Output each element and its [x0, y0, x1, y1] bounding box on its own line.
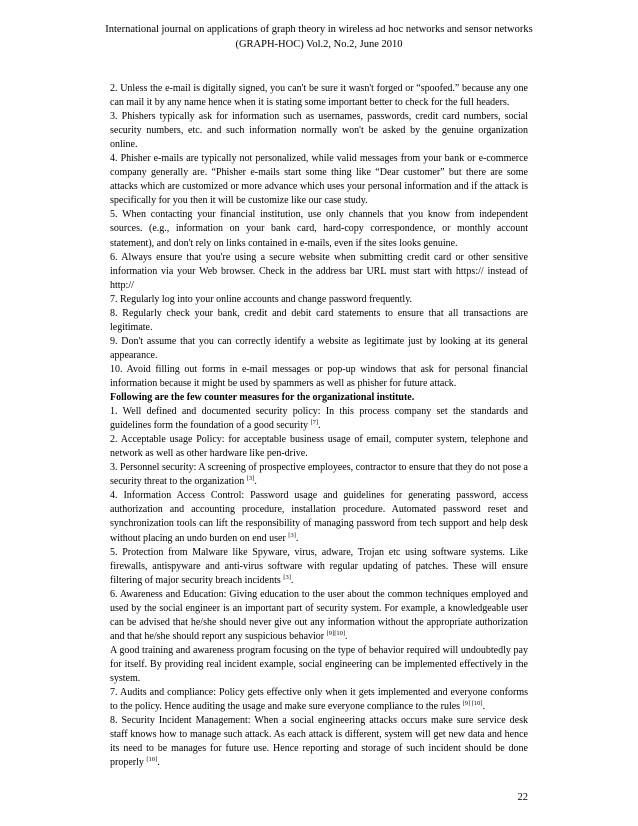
body-paragraph — [110, 208, 528, 250]
running-header — [60, 22, 578, 52]
citation-ref: [10] — [146, 756, 158, 764]
paragraph-text: 4. Information Access Control: Password usage and guidelines for generating password, access authorization and accounting procedure, installation procedure. Automated password reset and synchronization tools can lift the responsibility of managing password from tech support and help desk without placing an undo burden on end user — [110, 490, 528, 544]
page-number: 22 — [517, 792, 528, 803]
paragraph-text: Following are the few counter measures for the organizational institute. — [110, 392, 415, 404]
paragraph-text: 6. Awareness and Education: Giving education to the user about the common techniques employed and used by the social engineer is an important part of security system. For example, a knowledgeable user can be advised that he/she should never give out any information without the appropriate authorization and that he/she should report any suspicious behavior — [110, 588, 528, 642]
journal-volume: (GRAPH-HOC) Vol.2, No.2, June 2010 — [235, 39, 403, 50]
body-paragraph — [110, 405, 528, 433]
paragraph-trailing: . — [254, 476, 257, 488]
body-paragraph — [110, 644, 528, 686]
body-paragraph — [110, 251, 528, 293]
citation-ref: [3] — [246, 475, 255, 483]
paragraph-text: 9. Don't assume that you can correctly identify a website as legitimate just by looking at its general appearance. — [110, 335, 528, 361]
citation-ref: [3] — [288, 531, 296, 539]
page-body — [110, 82, 528, 770]
paragraph-trailing: . — [290, 574, 294, 586]
paragraph-text: 8. Regularly check your bank, credit and debit card statements to ensure that all transactions are legitimate. — [110, 307, 528, 333]
body-paragraph — [110, 714, 528, 770]
journal-title: International journal on applications of graph theory in wireless ad hoc networks and sensor networks — [105, 24, 533, 35]
body-paragraph — [110, 335, 528, 363]
body-paragraph — [110, 307, 528, 335]
body-paragraph — [110, 489, 528, 545]
paragraph-text: 5. Protection from Malware like Spyware, virus, adware, Trojan etc using software systems. Like firewalls, antispyware and anti-virus software with regular updating of patches. These will ensure filtering of major security breach incidents — [110, 546, 528, 586]
paragraph-text: 8. Security Incident Management: When a social engineering attacks occurs make sure service desk staff knows how to manage such attack. As each attack is different, system will get new data and hence its need to be manages for future use. Hence reporting and storage of such incident should be done properly — [110, 715, 528, 769]
paragraph-text: 2. Unless the e-mail is digitally signed, you can't be sure it wasn't forged or “spoofed.” because any one can mail it by any name hence when it is stating some important better to check for the full headers. — [110, 83, 528, 109]
paragraph-text: 5. When contacting your financial institution, use only channels that you know from independent sources. (e.g., information on your bank card, hard-copy correspondence, or monthly account statement), and don't rely on links contained in e-mails, even if the sites looks genuine. — [110, 209, 528, 249]
paragraph-text: 7. Audits and compliance: Policy gets effective only when it gets implemented and everyone conforms to the policy. Hence auditing the usage and make sure everyone compliance to the rules — [110, 687, 528, 713]
body-paragraph — [110, 293, 528, 307]
paragraph-trailing: . — [295, 532, 299, 544]
paragraph-text: 6. Always ensure that you're using a secure website when submitting credit card or other sensitive information via your Web browser. Check in the address bar URL must start with https:// instead of http:// — [110, 251, 528, 291]
body-paragraph — [110, 546, 528, 588]
body-paragraph — [110, 686, 528, 714]
body-paragraph — [110, 363, 528, 391]
body-paragraph — [110, 588, 528, 644]
body-paragraph — [110, 461, 528, 489]
body-paragraph — [110, 152, 528, 208]
paragraph-text: 7. Regularly log into your online accounts and change password frequently. — [110, 293, 413, 305]
paragraph-text: 10. Avoid filling out forms in e-mail messages or pop-up windows that ask for personal financial information because it might be used by spammers as well as phisher for future attack. — [110, 363, 528, 389]
citation-ref: [3] — [283, 573, 291, 581]
body-paragraph — [110, 110, 528, 152]
paragraph-text: 3. Personnel security: A screening of prospective employees, contractor to ensure that they do not pose a security threat to the organization — [110, 462, 528, 488]
paragraph-text: 3. Phishers typically ask for information such as usernames, passwords, credit card numbers, social security numbers, etc. and such information normally won't be asked by the genuine organization online. — [110, 111, 528, 151]
citation-ref: [7] — [310, 419, 319, 427]
paragraph-trailing: . — [482, 701, 486, 713]
body-paragraph — [110, 433, 528, 461]
paragraph-trailing: . — [157, 757, 160, 769]
paragraph-trailing: . — [345, 630, 348, 642]
body-paragraph — [110, 82, 528, 110]
paragraph-text: 4. Phisher e-mails are typically not personalized, while valid messages from your bank or e-commerce company generally are. “Phisher e-mails start some thing like “Dear customer” but there are some attacks which are customized or more advance which uses your personal information and if the attack is specifically for you then it will be customize like our case study. — [110, 153, 528, 207]
paragraph-text: A good training and awareness program focusing on the type of behavior required will undoubtedly pay for itself. By providing real incident example, social engineering can be implemented effectively in the system. — [110, 644, 528, 684]
paragraph-trailing: . — [318, 420, 321, 432]
citation-ref: [9][10] — [326, 629, 346, 637]
section-heading — [110, 391, 528, 405]
paragraph-text: 2. Acceptable usage Policy: for acceptable business usage of email, computer system, telephone and network as well as other hardware like pen-drive. — [110, 434, 528, 460]
citation-ref: [9] [10] — [462, 700, 483, 708]
paragraph-text: 1. Well defined and documented security policy: In this process company set the standards and guidelines form the foundation of a good security — [110, 406, 528, 432]
